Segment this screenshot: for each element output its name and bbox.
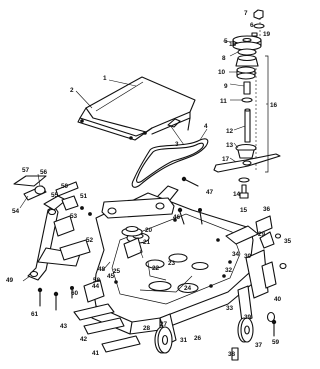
- part-label-35: 35: [284, 238, 292, 245]
- part-label-4: 4: [204, 123, 208, 130]
- part-label-5: 5: [224, 38, 228, 45]
- part-label-19: 19: [263, 31, 271, 38]
- part-label-40: 40: [274, 296, 282, 303]
- part-label-54: 54: [12, 208, 20, 215]
- part-label-20: 20: [145, 227, 153, 234]
- part-label-17: 17: [222, 156, 230, 163]
- part-label-15: 15: [240, 207, 248, 214]
- part-label-14: 14: [233, 191, 241, 198]
- part-label-36: 36: [263, 206, 271, 213]
- part-label-25: 25: [113, 268, 121, 275]
- part-label-28: 28: [143, 325, 151, 332]
- part-label-31: 31: [180, 337, 188, 344]
- part-label-56: 56: [40, 169, 48, 176]
- part-label-30: 30: [244, 253, 252, 260]
- part-label-57: 57: [22, 167, 30, 174]
- part-label-60: 60: [71, 290, 79, 297]
- part-label-48: 48: [98, 266, 106, 273]
- part-label-41: 41: [92, 350, 100, 357]
- part-label-26: 26: [194, 335, 202, 342]
- part-label-61: 61: [31, 311, 39, 318]
- part-label-9: 9: [224, 83, 228, 90]
- part-label-51: 51: [80, 193, 88, 200]
- part-label-50: 50: [61, 183, 69, 190]
- part-label-58: 58: [93, 277, 101, 284]
- rear-wheel-left: [155, 314, 176, 353]
- part-label-18: 18: [229, 41, 237, 48]
- part-label-2: 2: [70, 87, 74, 94]
- drive-belt: [132, 139, 208, 187]
- part-label-12: 12: [226, 128, 234, 135]
- part-label-27: 27: [160, 321, 168, 328]
- part-label-29: 29: [258, 231, 266, 238]
- part-label-7: 7: [244, 10, 248, 17]
- part-label-10: 10: [218, 69, 226, 76]
- part-label-46: 46: [173, 214, 181, 221]
- part-label-39: 39: [244, 314, 252, 321]
- part-label-32: 32: [225, 267, 233, 274]
- belt-cover: [78, 77, 195, 140]
- part-label-37: 37: [255, 342, 263, 349]
- part-label-34: 34: [232, 251, 240, 258]
- part-label-47: 47: [206, 189, 214, 196]
- part-label-8: 8: [222, 55, 226, 62]
- part-label-24: 24: [184, 285, 192, 292]
- part-label-43: 43: [60, 323, 68, 330]
- part-label-13: 13: [226, 142, 234, 149]
- part-label-52: 52: [86, 237, 94, 244]
- part-label-42: 42: [80, 336, 88, 343]
- part-label-6: 6: [250, 22, 254, 29]
- part-label-11: 11: [220, 98, 227, 105]
- part-label-38: 38: [228, 351, 236, 358]
- part-label-45: 45: [107, 273, 115, 280]
- part-label-55: 55: [51, 192, 59, 199]
- part-label-59: 59: [272, 339, 280, 346]
- part-label-23: 23: [168, 260, 176, 267]
- part-label-16: 16: [270, 102, 278, 109]
- part-label-22: 22: [152, 265, 160, 272]
- deck-hanger-arm: [102, 186, 178, 218]
- part-label-33: 33: [226, 305, 234, 312]
- part-label-49: 49: [6, 277, 14, 284]
- part-label-3: 3: [175, 141, 179, 148]
- part-label-1: 1: [103, 75, 107, 82]
- lift-arm-left: [28, 196, 80, 280]
- part-label-44: 44: [92, 283, 100, 290]
- part-label-21: 21: [143, 239, 151, 246]
- part-label-53: 53: [70, 213, 78, 220]
